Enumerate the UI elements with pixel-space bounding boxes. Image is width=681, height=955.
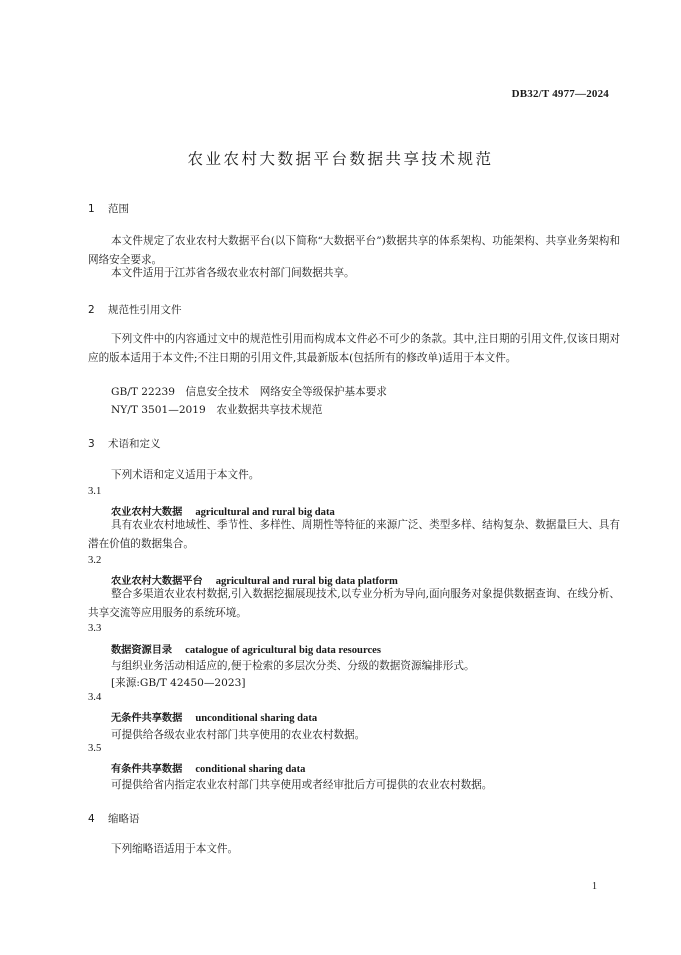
term-3-2-english: agricultural and rural big data platform bbox=[215, 576, 398, 587]
section-1-paragraph-2: 本文件适用于江苏省各级农业农村部门间数据共享。 bbox=[111, 267, 355, 279]
term-3-3-definition: 与组织业务活动相适应的,便于检索的多层次分类、分级的数据资源编排形式。 bbox=[111, 660, 475, 672]
term-3-1-english: agricultural and rural big data bbox=[195, 507, 335, 518]
document-code: DB32/T 4977—2024 bbox=[511, 88, 609, 100]
section-4-heading bbox=[88, 811, 140, 826]
term-3-5-english: conditional sharing data bbox=[195, 764, 306, 775]
section-4-title: 缩略语 bbox=[108, 813, 140, 825]
term-3-1-definition: 具有农业农村地域性、季节性、多样性、周期性等特征的来源广泛、类型多样、结构复杂、数据量巨大、具有潜在价值的数据集合。 bbox=[88, 519, 620, 550]
section-4-intro: 下列缩略语适用于本文件。 bbox=[111, 843, 239, 855]
term-3-4-definition: 可提供给各级农业农村部门共享使用的农业农村数据。 bbox=[111, 729, 366, 741]
section-1-number: 1 bbox=[88, 203, 95, 215]
term-3-4-english: unconditional sharing data bbox=[195, 713, 318, 724]
term-3-1-chinese: 农业农村大数据 bbox=[111, 507, 183, 518]
section-2-title: 规范性引用文件 bbox=[108, 304, 182, 316]
section-3-intro: 下列术语和定义适用于本文件。 bbox=[111, 469, 260, 481]
section-3-title: 术语和定义 bbox=[108, 438, 161, 450]
section-1-heading bbox=[88, 201, 129, 216]
term-3-3 bbox=[111, 641, 381, 656]
clause-3-3-number: 3.3 bbox=[88, 623, 102, 634]
clause-3-5-number: 3.5 bbox=[88, 743, 102, 754]
document-title: 农业农村大数据平台数据共享技术规范 bbox=[187, 150, 494, 168]
clause-3-4-number: 3.4 bbox=[88, 692, 102, 703]
page-number: 1 bbox=[592, 881, 597, 892]
reference-ny-t-3501: NY/T 3501—2019 农业数据共享技术规范 bbox=[111, 404, 323, 416]
section-1-title: 范围 bbox=[108, 203, 129, 215]
term-3-4-chinese: 无条件共享数据 bbox=[111, 713, 183, 724]
term-3-3-english: catalogue of agricultural big data resources bbox=[185, 645, 381, 656]
term-3-2-chinese: 农业农村大数据平台 bbox=[111, 576, 203, 587]
section-2-heading bbox=[88, 302, 182, 317]
term-3-3-source: [来源:GB/T 42450—2023] bbox=[111, 677, 246, 689]
term-3-2-definition: 整合多渠道农业农村数据,引入数据挖掘展现技术,以专业分析为导向,面向服务对象提供数据查询、在线分析、共享交流等应用服务的系统环境。 bbox=[88, 588, 620, 619]
term-3-4 bbox=[111, 709, 317, 724]
clause-3-1-number: 3.1 bbox=[88, 486, 102, 497]
section-2-paragraph-1: 下列文件中的内容通过文中的规范性引用而构成本文件必不可少的条款。其中,注日期的引用文件,仅该日期对应的版本适用于本文件;不注日期的引用文件,其最新版本(包括所有的修改单)适用于本文件。 bbox=[88, 333, 620, 364]
section-3-heading bbox=[88, 436, 161, 451]
section-2-number: 2 bbox=[88, 304, 95, 316]
section-3-number: 3 bbox=[88, 438, 95, 450]
term-3-3-chinese: 数据资源目录 bbox=[111, 645, 173, 656]
term-3-5 bbox=[111, 760, 305, 775]
section-1-paragraph-1: 本文件规定了农业农村大数据平台(以下简称“大数据平台”)数据共享的体系架构、功能架构、共享业务架构和网络安全要求。 bbox=[88, 235, 620, 266]
clause-3-2-number: 3.2 bbox=[88, 555, 102, 566]
term-3-5-chinese: 有条件共享数据 bbox=[111, 764, 183, 775]
reference-gb-t-22239: GB/T 22239 信息安全技术 网络安全等级保护基本要求 bbox=[111, 386, 387, 398]
section-4-number: 4 bbox=[88, 813, 95, 825]
term-3-5-definition: 可提供给省内指定农业农村部门共享使用或者经审批后方可提供的农业农村数据。 bbox=[111, 779, 493, 791]
